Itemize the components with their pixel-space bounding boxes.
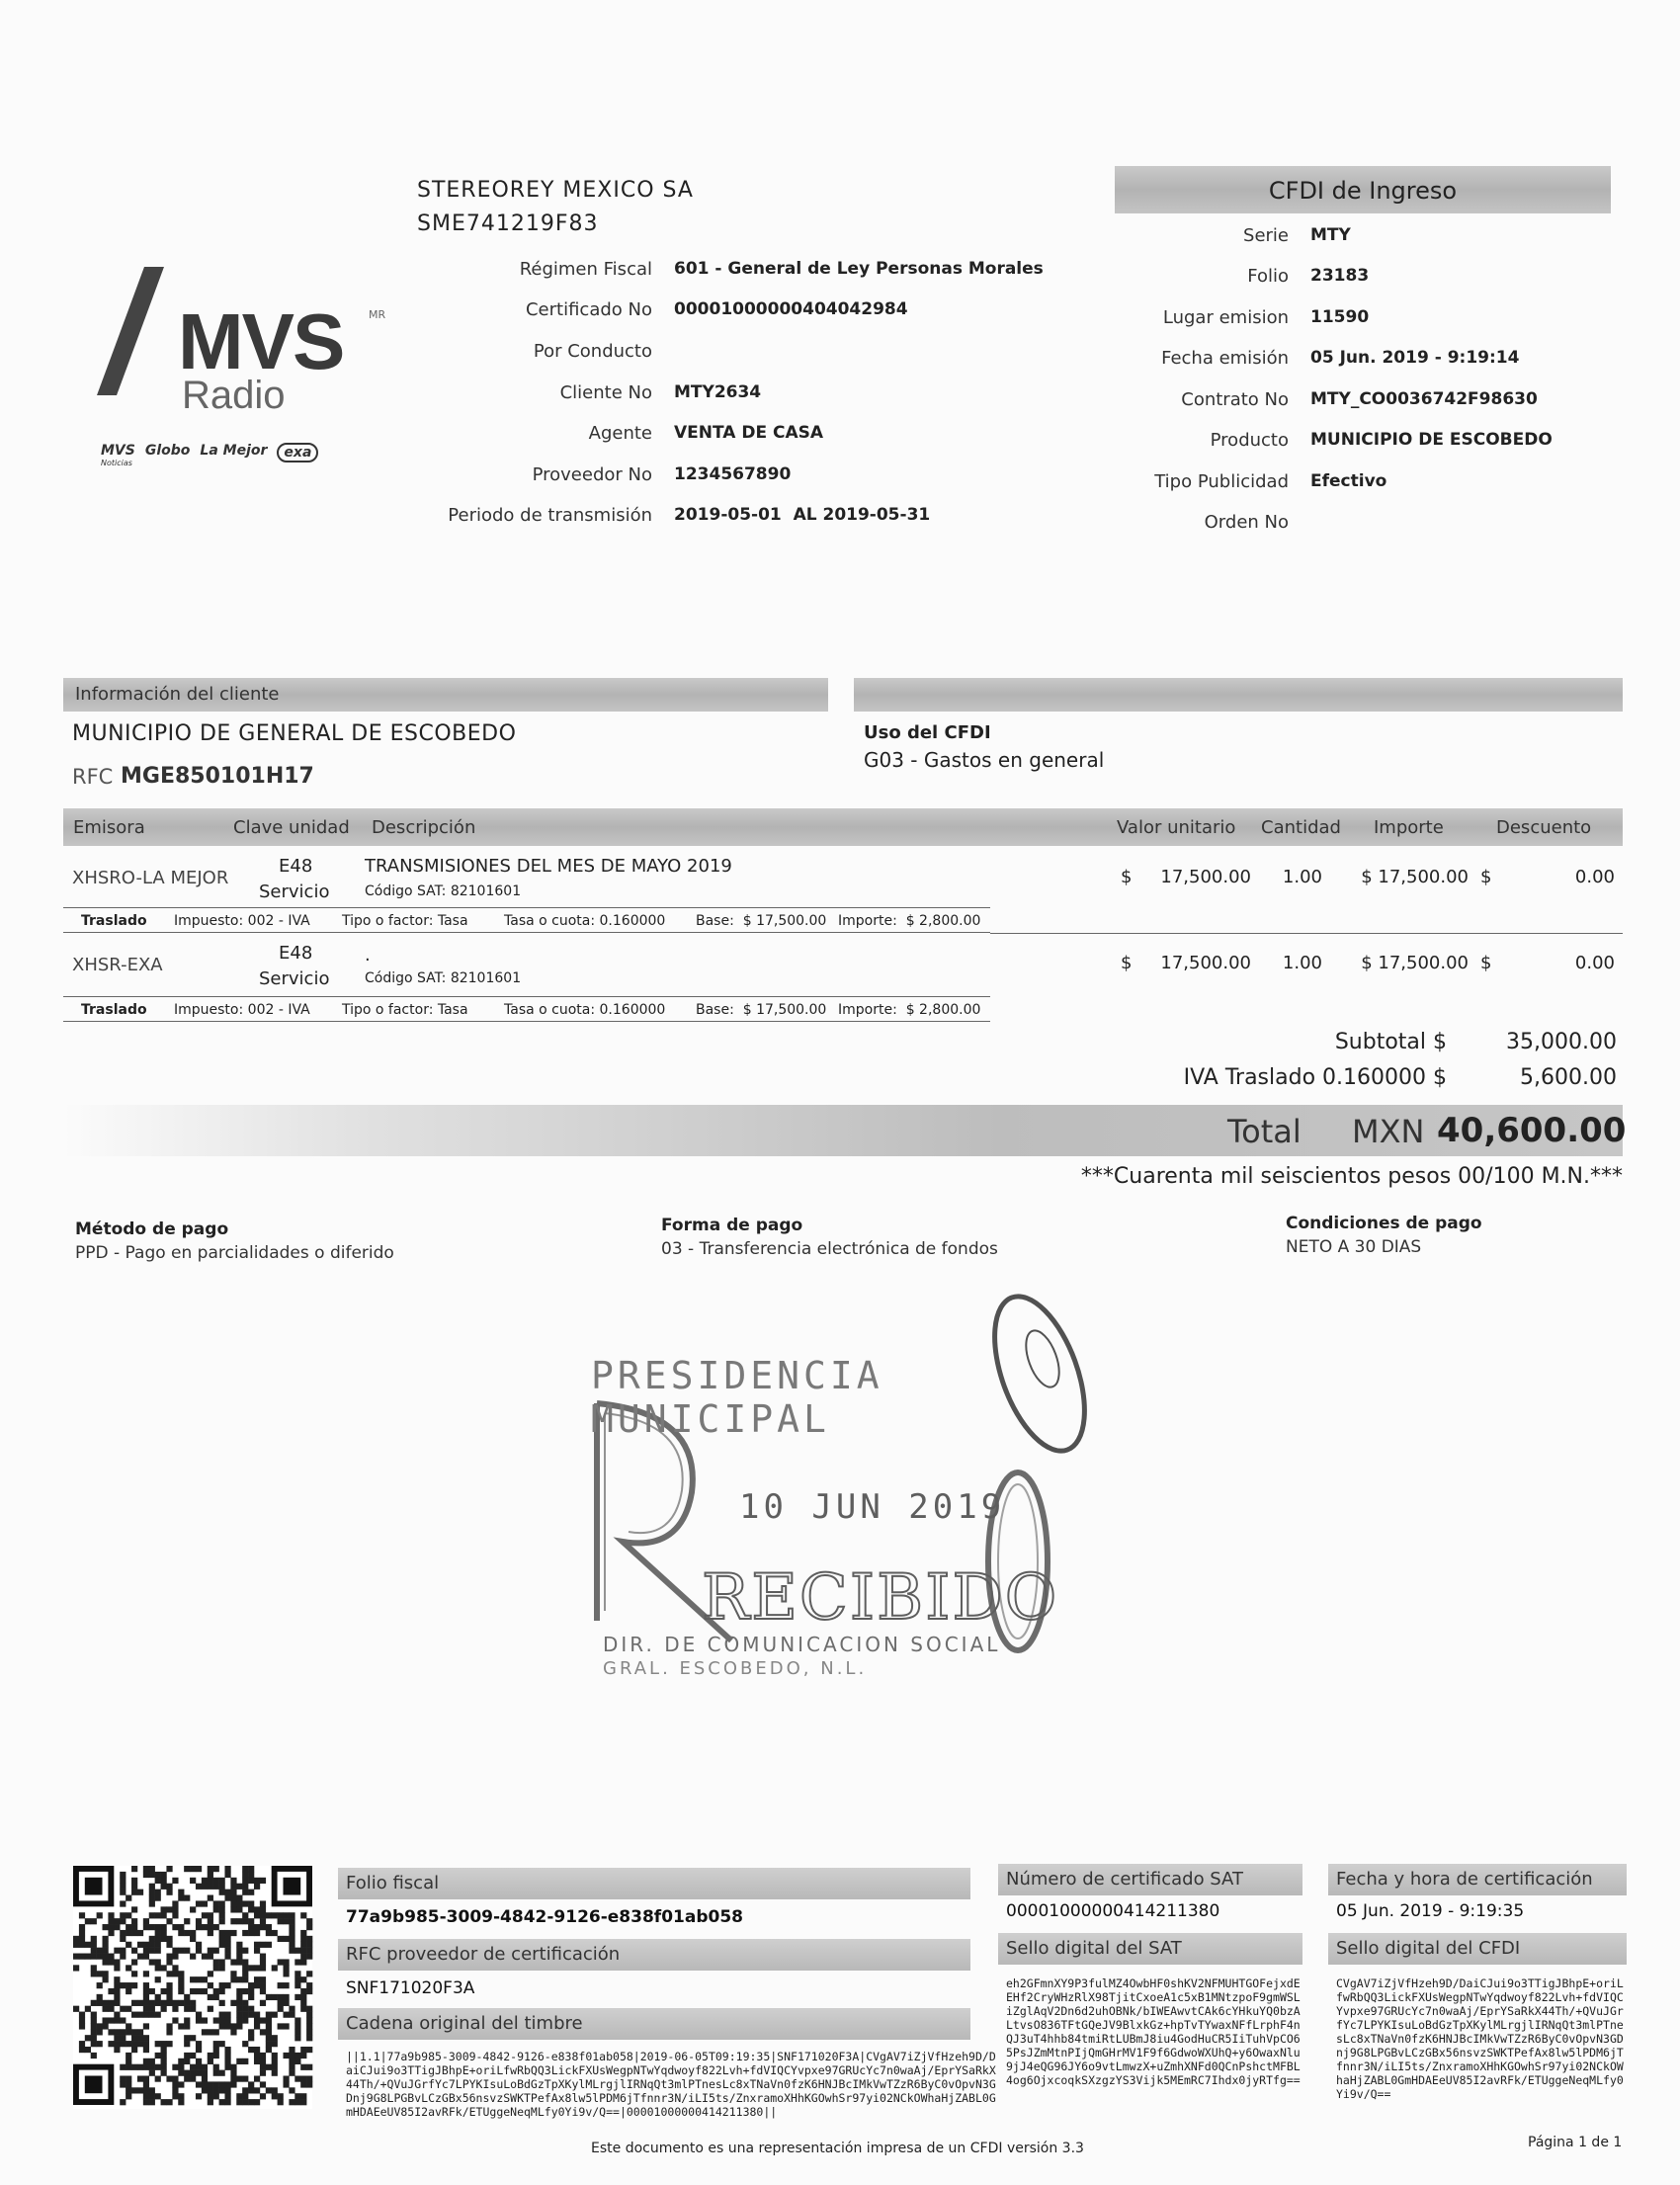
por-conducto-label: Por Conducto <box>533 341 652 362</box>
col-importe: Importe <box>1374 817 1444 838</box>
col-descuento: Descuento <box>1496 817 1592 838</box>
row-descripcion: TRANSMISIONES DEL MES DE MAYO 2019 <box>365 856 732 877</box>
client-section-header-right <box>854 678 1623 712</box>
contrato-label: Contrato No <box>1181 389 1289 410</box>
certificado-sat-label: Número de certificado SAT <box>998 1864 1302 1895</box>
client-name: MUNICIPIO DE GENERAL DE ESCOBEDO <box>72 721 517 746</box>
row-descuento-symbol: $ <box>1480 953 1492 973</box>
row-emisora: XHSRO-LA MEJOR <box>72 868 229 888</box>
tax-base: Base: $ 17,500.00 <box>696 1002 827 1018</box>
qr-code <box>73 1866 312 2109</box>
row-importe: $ 17,500.00 <box>1361 953 1469 973</box>
certificado-label: Certificado No <box>525 299 652 320</box>
producto-value: MUNICIPIO DE ESCOBEDO <box>1310 430 1553 450</box>
tax-factor: Tipo o factor: Tasa <box>342 913 468 929</box>
row-cantidad: 1.00 <box>1282 953 1322 973</box>
row-descuento: 0.00 <box>1574 867 1615 887</box>
uso-cfdi-value: G03 - Gastos en general <box>864 748 1105 772</box>
folio-label: Folio <box>1247 266 1289 287</box>
folio-fiscal-value: 77a9b985-3009-4842-9126-e838f01ab058 <box>346 1907 743 1927</box>
tax-tasa: Tasa o cuota: 0.160000 <box>504 1002 666 1018</box>
tax-line <box>63 907 990 933</box>
row-cantidad: 1.00 <box>1282 867 1322 887</box>
total-value: 40,600.00 <box>1437 1111 1627 1150</box>
metodo-pago-label: Método de pago <box>75 1219 229 1239</box>
col-clave-unidad: Clave unidad <box>233 817 350 838</box>
folio-value: 23183 <box>1310 266 1370 286</box>
station-logo-noticias: Noticias <box>101 459 132 467</box>
iva-label: IVA Traslado 0.160000 $ <box>1183 1065 1447 1090</box>
regimen-label: Régimen Fiscal <box>519 259 652 280</box>
col-descripcion: Descripción <box>372 817 476 838</box>
orden-label: Orden No <box>1204 512 1289 533</box>
footer-note: Este documento es una representación impresa de un CFDI versión 3.3 <box>591 2141 1084 2156</box>
tipo-publicidad-value: Efectivo <box>1310 471 1387 491</box>
periodo-label: Periodo de transmisión <box>448 505 652 526</box>
tax-tipo: Traslado <box>81 913 147 929</box>
row-importe: $ 17,500.00 <box>1361 867 1469 887</box>
station-logo-la-mejor: La Mejor <box>200 443 268 459</box>
row-unidad: Servicio <box>259 882 330 902</box>
proveedor-value: 1234567890 <box>674 464 792 484</box>
periodo-value: 2019-05-01 AL 2019-05-31 <box>674 505 931 525</box>
logo-sub: Radio <box>182 374 286 417</box>
sello-cfdi-label: Sello digital del CFDI <box>1328 1933 1627 1965</box>
row-valor: 17,500.00 <box>1160 867 1251 887</box>
fecha-certificacion-value: 05 Jun. 2019 - 9:19:35 <box>1336 1901 1525 1921</box>
cadena-original-value: ||1.1|77a9b985-3009-4842-9126-e838f01ab058|2019-06-05T09:19:35|SNF171020F3A|CVgAV7iZjVfHzeh9D/DaiCJui9o3TTigJBhpE+oriLfwRbQQ3LickFXUsWegpNTwYqdwoyf822Lvh+fdVIQCYvpxe97GRUcYc7n0waAj/EprYSaRkX44Th/+QVuJGrfYc7LPYKIsuLoBdGzTpXKylMLrgjlIRNqQt3mlPTnesLc8xTNaVn0fzK6HNJBcIMkVwTZzR6ByC0vOpvN3GDnj9G8LPGBvLCzGBx56nsvzSWKTPefAx8lw5lPDM6jTfnnr3N/iLI5ts/ZnxramoXHhKGOwhSr97yi02NCkOWhaHjZABL0GmHDAEeUV85I2avRFk/ETUggeNeqMLfy0Yi9v/Q==|00001000000414211380|| <box>346 2050 996 2119</box>
total-label: Total <box>1227 1113 1302 1150</box>
row-valor-symbol: $ <box>1121 953 1133 973</box>
row-clave: E48 <box>279 943 313 964</box>
concepts-table-header <box>63 808 1623 846</box>
row-descuento-symbol: $ <box>1480 867 1492 887</box>
page-number: Página 1 de 1 <box>1528 2135 1623 2150</box>
subtotal-label: Subtotal $ <box>1334 1030 1447 1054</box>
row-valor: 17,500.00 <box>1160 953 1251 973</box>
subtotal-value: 35,000.00 <box>1506 1030 1617 1054</box>
forma-pago-label: Forma de pago <box>661 1216 803 1235</box>
tax-impuesto: Impuesto: 002 - IVA <box>174 913 310 929</box>
stamp-date: 10 JUN 2019 <box>739 1487 1006 1527</box>
col-valor-unitario: Valor unitario <box>1117 817 1236 838</box>
certificado-value: 00001000000404042984 <box>674 299 908 319</box>
rfc-proveedor-label: RFC proveedor de certificación <box>338 1939 970 1971</box>
certificado-sat-value: 00001000000414211380 <box>1006 1901 1220 1921</box>
stamp-line2: DIR. DE COMUNICACION SOCIAL <box>603 1633 1001 1656</box>
tipo-publicidad-label: Tipo Publicidad <box>1154 471 1289 492</box>
fecha-certificacion-label: Fecha y hora de certificación <box>1328 1864 1627 1895</box>
col-cantidad: Cantidad <box>1261 817 1341 838</box>
row-codigo-sat: Código SAT: 82101601 <box>365 883 522 899</box>
logo-brand: MVS <box>178 297 344 385</box>
uso-cfdi-label: Uso del CFDI <box>864 722 991 743</box>
row-emisora: XHSR-EXA <box>72 955 163 975</box>
lugar-emision-label: Lugar emision <box>1162 307 1289 328</box>
total-currency: MXN <box>1352 1113 1425 1150</box>
forma-pago-value: 03 - Transferencia electrónica de fondos <box>661 1239 998 1259</box>
rfc-proveedor-value: SNF171020F3A <box>346 1978 475 1998</box>
condiciones-pago-value: NETO A 30 DIAS <box>1286 1237 1422 1257</box>
cfdi-title: CFDI de Ingreso <box>1115 166 1611 213</box>
sello-cfdi-value: CVgAV7iZjVfHzeh9D/DaiCJui9o3TTigJBhpE+oriLfwRbQQ3LickFXUsWegpNTwYqdwoyf822Lvh+fdVIQCYvpxe97GRUcYc7n0waAj/EprYSaRkX44Th/+QVuJGrfYc7LPYKIsuLoBdGzTpXKylMLrgjlIRNqQt3mlPTnesLc8xTNaVn0fzK6HNJBcIMkVwTZzR6ByC0vOpvN3GDnj9G8LPGBvLCzGBx56nsvzSWKTPefAx8lw5lPDM6jTfnnr3N/iLI5ts/ZnxramoXHhKGOwhSr97yi02NCkOWhaHjZABL0GmHDAEeUV85I2avRFk/ETUggeNeqMLfy0Yi9v/Q== <box>1336 1976 1624 2101</box>
received-stamp <box>583 1265 1097 1690</box>
condiciones-pago-label: Condiciones de pago <box>1286 1214 1482 1233</box>
producto-label: Producto <box>1210 430 1289 451</box>
lugar-emision-value: 11590 <box>1310 307 1370 327</box>
client-rfc: MGE850101H17 <box>121 764 314 789</box>
row-divider <box>990 933 1623 934</box>
row-descripcion: . <box>365 945 371 966</box>
tax-tasa: Tasa o cuota: 0.160000 <box>504 913 666 929</box>
agente-label: Agente <box>588 423 652 444</box>
row-descuento: 0.00 <box>1574 953 1615 973</box>
station-logo-mvs: MVS <box>101 443 135 459</box>
tax-line <box>63 996 990 1022</box>
tax-importe: Importe: $ 2,800.00 <box>838 1002 981 1018</box>
client-rfc-label: RFC <box>72 765 114 789</box>
mvs-radio-logo <box>87 267 403 494</box>
contrato-value: MTY_CO0036742F98630 <box>1310 389 1538 409</box>
folio-fiscal-label: Folio fiscal <box>338 1868 970 1899</box>
company-rfc: SME741219F83 <box>417 211 599 236</box>
station-logo-globo: Globo <box>144 443 191 459</box>
sello-sat-value: eh2GFmnXY9P3fulMZ4OwbHF0shKV2NFMUHTGOFejxdEEHf2CryWHzRlX98TjitCxoeA1c5xB1MNtzpoF9gmWSLiZglAqV2Dn6d2uhOBNk/bIWEAwvtCAk6cYHkuYQ0bzALtvsO836TFtGQeJV9BlxkGz+hpTvTYwaxNFfLrphF4nQJ3uT4hhb84tmiRtLUBmJ8iu4GodHuCR5IiTuhVpCO65PsJZmMtnPIjQmGHrMV1F9f6GdwoWXUhQ+y6OwaxNlu9jJ4eQG96JY6o9vtLmwzX+uZmhXNFd0QCnPshctMFBL4og6OjxcoqkSXzgzYS3Vijk5MEmRC7Ihdx0jyRTfg== <box>1006 1976 1301 2087</box>
sello-sat-label: Sello digital del SAT <box>998 1933 1302 1965</box>
stamp-line1: PRESIDENCIA MUNICIPAL <box>591 1354 883 1441</box>
stamp-word: RECIBIDO <box>702 1561 1059 1635</box>
fecha-emision-label: Fecha emisión <box>1161 348 1289 369</box>
company-name: STEREOREY MEXICO SA <box>417 178 694 203</box>
tax-impuesto: Impuesto: 002 - IVA <box>174 1002 310 1018</box>
cliente-no-value: MTY2634 <box>674 382 762 402</box>
stamp-line3: GRAL. ESCOBEDO, N.L. <box>603 1658 868 1679</box>
tax-tipo: Traslado <box>81 1002 147 1018</box>
tax-importe: Importe: $ 2,800.00 <box>838 913 981 929</box>
fecha-emision-value: 05 Jun. 2019 - 9:19:14 <box>1310 348 1520 368</box>
tax-base: Base: $ 17,500.00 <box>696 913 827 929</box>
tax-factor: Tipo o factor: Tasa <box>342 1002 468 1018</box>
col-emisora: Emisora <box>73 817 145 838</box>
client-section-header: Información del cliente <box>63 678 828 712</box>
proveedor-label: Proveedor No <box>532 464 652 485</box>
cadena-original-label: Cadena original del timbre <box>338 2008 970 2040</box>
metodo-pago-value: PPD - Pago en parcialidades o diferido <box>75 1243 394 1263</box>
total-in-words: ***Cuarenta mil seiscientos pesos 00/100 M.N.*** <box>1080 1164 1623 1189</box>
row-clave: E48 <box>279 856 313 877</box>
row-codigo-sat: Código SAT: 82101601 <box>365 970 522 986</box>
agente-value: VENTA DE CASA <box>674 423 824 443</box>
iva-value: 5,600.00 <box>1520 1065 1617 1090</box>
station-logo-exa: exa <box>277 443 318 462</box>
total-bar <box>63 1105 1627 1156</box>
cliente-no-label: Cliente No <box>559 382 652 403</box>
serie-label: Serie <box>1243 225 1289 246</box>
row-unidad: Servicio <box>259 968 330 989</box>
logo-trademark: MR <box>369 308 386 321</box>
serie-value: MTY <box>1310 225 1351 245</box>
regimen-value: 601 - General de Ley Personas Morales <box>674 259 1044 279</box>
row-valor-symbol: $ <box>1121 867 1133 887</box>
qr-code-icon <box>73 1866 312 2109</box>
